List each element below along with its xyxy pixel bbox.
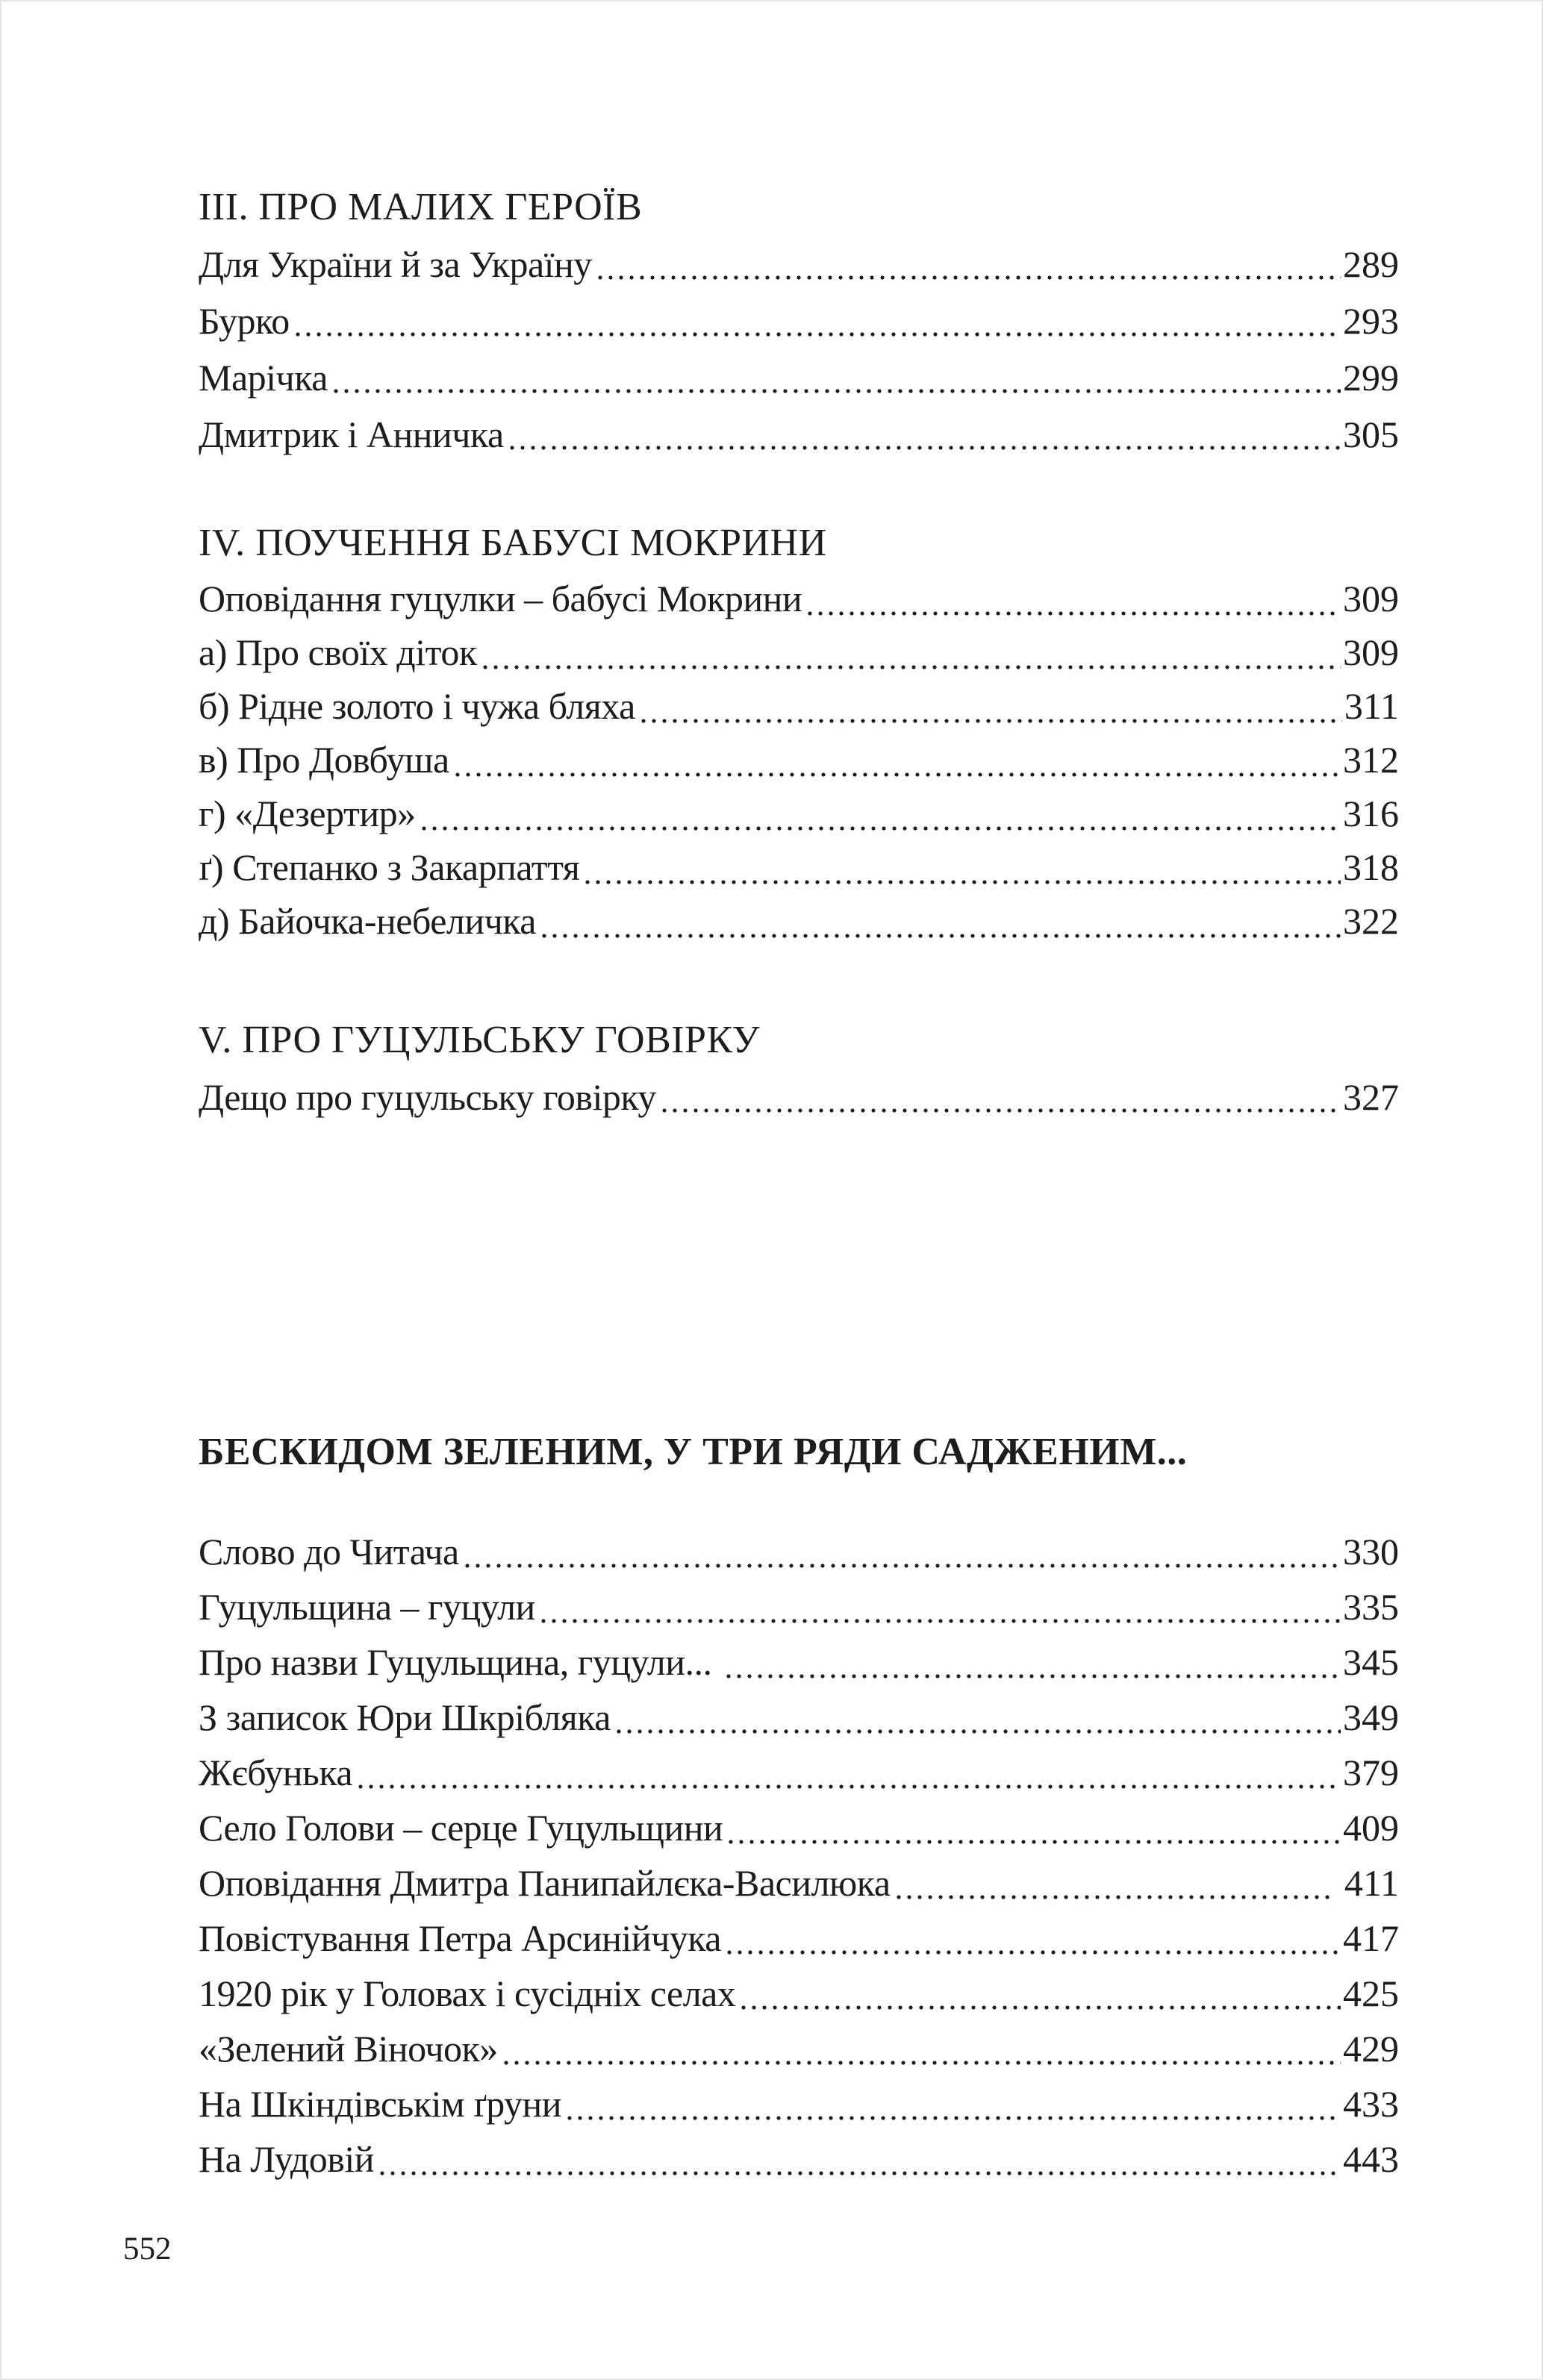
entry-title: Марічка — [199, 357, 328, 399]
entry-title: г) «Дезертир» — [199, 793, 416, 834]
dot-leader — [507, 406, 1341, 463]
dot-leader — [480, 625, 1341, 679]
dot-leader — [419, 787, 1341, 840]
toc-section — [199, 179, 1399, 463]
toc-entry — [199, 1966, 1399, 2021]
entry-list — [199, 236, 1399, 463]
toc-entry — [199, 2021, 1399, 2076]
entry-title: б) Рідне золото і чужа бляха — [199, 685, 635, 727]
entry-page-number: 345 — [1343, 1641, 1399, 1683]
entry-list — [199, 1524, 1399, 2187]
entry-title: Дещо про гуцульську говірку — [199, 1076, 656, 1118]
dot-leader — [595, 236, 1341, 293]
entry-title: На Шкіндівськім ґруни — [199, 2083, 562, 2125]
dot-leader — [452, 733, 1341, 787]
entry-page-number: 327 — [1343, 1076, 1399, 1118]
entry-page-number: 349 — [1343, 1696, 1399, 1738]
entry-title: а) Про своїх діток — [199, 631, 477, 673]
toc-entry — [199, 1855, 1399, 1911]
toc-entry — [199, 572, 1399, 625]
entry-page-number: 379 — [1343, 1752, 1399, 1793]
dot-leader — [462, 1524, 1341, 1579]
dot-leader — [738, 1966, 1341, 2021]
entry-title: Про назви Гуцульщина, гуцули... — [199, 1641, 721, 1683]
dot-leader — [538, 1579, 1341, 1634]
entry-page-number: 322 — [1343, 900, 1399, 942]
toc-entry — [199, 236, 1399, 293]
entry-title: д) Байочка-небеличка — [199, 900, 536, 942]
dot-leader — [726, 1800, 1341, 1855]
entry-title: Оповідання гуцулки – бабусі Мокрини — [199, 578, 802, 619]
toc-entry — [199, 1069, 1399, 1125]
toc-entry — [199, 1911, 1399, 1966]
entry-title: 1920 рік у Головах і сусідніх селах — [199, 1973, 736, 2014]
toc-entry — [199, 1524, 1399, 1579]
entry-page-number: 289 — [1343, 243, 1399, 285]
entry-title: ґ) Степанко з Закарпаття — [199, 846, 580, 888]
section-heading: IV. ПОУЧЕННЯ БАБУСІ МОКРИНИ — [199, 522, 827, 564]
toc-entry — [199, 625, 1399, 679]
entry-title: Дмитрик і Анничка — [199, 413, 504, 455]
dot-leader — [638, 679, 1342, 733]
dot-leader — [539, 894, 1341, 948]
entry-page-number: 299 — [1343, 357, 1399, 399]
entry-page-number: 305 — [1343, 413, 1399, 455]
entry-page-number: 429 — [1343, 2028, 1399, 2070]
entry-page-number: 311 — [1344, 685, 1399, 727]
entry-page-number: 409 — [1343, 1807, 1399, 1849]
toc-entry — [199, 787, 1399, 840]
entry-page-number: 433 — [1343, 2083, 1399, 2125]
entry-title: Село Голови – серце Гуцульщини — [199, 1807, 723, 1849]
toc-entry — [199, 679, 1399, 733]
section-heading: III. ПРО МАЛИХ ГЕРОЇВ — [199, 186, 643, 228]
toc-entry — [199, 293, 1399, 349]
toc-entry — [199, 894, 1399, 948]
page-number: 552 — [123, 2231, 172, 2267]
toc-entry — [199, 840, 1399, 894]
entry-page-number: 335 — [1343, 1586, 1399, 1628]
dot-leader — [355, 1745, 1341, 1800]
toc-entry — [199, 1579, 1399, 1634]
entry-title: «Зелений Віночок» — [199, 2028, 498, 2070]
dot-leader — [723, 1634, 1341, 1690]
dot-leader — [724, 1911, 1341, 1966]
entry-title: в) Про Довбуша — [199, 739, 449, 781]
entry-page-number: 316 — [1343, 793, 1399, 834]
entry-page-number: 417 — [1343, 1917, 1399, 1959]
dot-leader — [293, 293, 1341, 349]
toc-section — [199, 1424, 1399, 2187]
dot-leader — [331, 349, 1341, 406]
section-heading: БЕСКИДОМ ЗЕЛЕНИМ, У ТРИ РЯДИ САДЖЕНИМ... — [199, 1431, 1188, 1473]
dot-leader — [582, 840, 1341, 894]
entry-list — [199, 1069, 1399, 1125]
dot-leader — [377, 2131, 1341, 2187]
toc-entry — [199, 1745, 1399, 1800]
toc-section — [199, 1012, 1399, 1125]
dot-leader — [614, 1690, 1341, 1745]
table-of-contents — [199, 1, 1399, 2187]
dot-leader — [894, 1855, 1330, 1911]
entry-title: З записок Юри Шкрібляка — [199, 1696, 611, 1738]
entry-page-number: 330 — [1343, 1531, 1399, 1572]
entry-title: Для України й за Україну — [199, 243, 592, 285]
entry-list — [199, 572, 1399, 948]
entry-title: Гуцульщина – гуцули — [199, 1586, 535, 1628]
entry-page-number: 293 — [1343, 300, 1399, 342]
entry-title: Оповідання Дмитра Панипайлєка-Василюка — [199, 1862, 891, 1904]
toc-entry — [199, 1800, 1399, 1855]
entry-page-number: 309 — [1343, 631, 1399, 673]
toc-entry — [199, 1634, 1399, 1690]
dot-leader — [501, 2021, 1341, 2076]
entry-page-number: 443 — [1343, 2138, 1399, 2180]
toc-section — [199, 515, 1399, 948]
toc-entry — [199, 2131, 1399, 2187]
dot-leader — [659, 1069, 1341, 1125]
section-heading: V. ПРО ГУЦУЛЬСЬКУ ГОВІРКУ — [199, 1019, 760, 1061]
toc-entry — [199, 733, 1399, 787]
entry-page-number: 309 — [1343, 578, 1399, 619]
toc-entry — [199, 1690, 1399, 1745]
entry-title: На Лудовій — [199, 2138, 375, 2180]
entry-page-number: 318 — [1343, 846, 1399, 888]
entry-page-number: 411 — [1344, 1862, 1399, 1904]
entry-title: Бурко — [199, 300, 290, 342]
dot-leader — [564, 2076, 1341, 2131]
entry-title: Жєбунька — [199, 1752, 353, 1793]
toc-entry — [199, 2076, 1399, 2131]
entry-page-number: 425 — [1343, 1973, 1399, 2014]
dot-leader — [805, 572, 1341, 625]
toc-entry — [199, 406, 1399, 463]
toc-entry — [199, 349, 1399, 406]
entry-title: Повістування Петра Арсинійчука — [199, 1917, 721, 1959]
entry-title: Слово до Читача — [199, 1531, 459, 1572]
entry-page-number: 312 — [1343, 739, 1399, 781]
